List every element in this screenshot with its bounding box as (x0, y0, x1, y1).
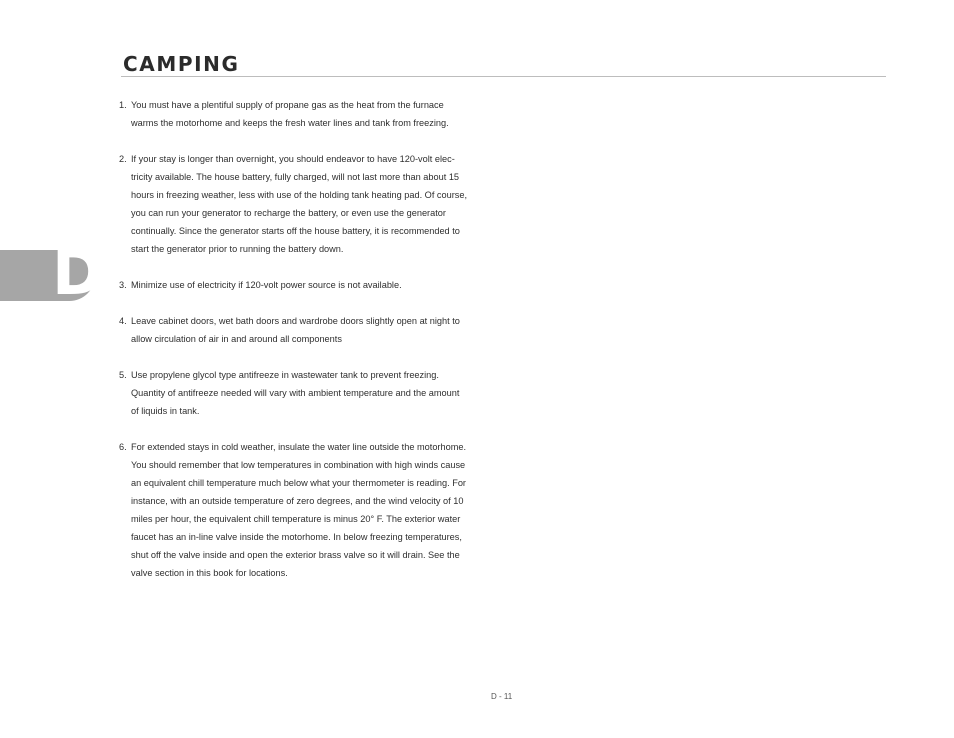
list-item-line: miles per hour, the equivalent chill temperature is minus 20° F. The exterior water (131, 514, 461, 524)
list-item-number: 5. (119, 370, 127, 380)
numbered-list (119, 96, 491, 600)
list-item-line: If your stay is longer than overnight, you should endeavor to have 120-volt elec- (131, 154, 455, 164)
list-item-line: You must have a plentiful supply of propane gas as the heat from the furnace (131, 100, 444, 110)
list-item-number: 3. (119, 280, 127, 290)
list-item-line: tricity available. The house battery, fully charged, will not last more than about 15 (131, 172, 460, 182)
list-item (119, 366, 491, 420)
list-item-line: You should remember that low temperatures in combination with high winds cause (131, 460, 466, 470)
list-item-line: warms the motorhome and keeps the fresh water lines and tank from freezing. (131, 118, 449, 128)
list-item-line: faucet has an in-line valve inside the motorhome. In below freezing temperatures, (131, 532, 462, 542)
section-tab (0, 236, 104, 309)
list-item-line: valve section in this book for locations. (131, 568, 288, 578)
list-item (119, 150, 491, 258)
list-item-number: 4. (119, 316, 127, 326)
list-item-line: start the generator prior to running the battery down. (131, 244, 344, 254)
list-item (119, 312, 491, 348)
list-item (119, 438, 491, 582)
list-item (119, 276, 491, 294)
page-title: CAMPING (123, 52, 240, 76)
list-item-number: 1. (119, 100, 127, 110)
list-item-line: continually. Since the generator starts off the house battery, it is recommended to (131, 226, 460, 236)
list-item-number: 2. (119, 154, 127, 164)
list-item-line: Leave cabinet doors, wet bath doors and wardrobe doors slightly open at night to (131, 316, 460, 326)
list-item-line: allow circulation of air in and around all components (131, 334, 342, 344)
list-item-line: Use propylene glycol type antifreeze in wastewater tank to prevent freezing. (131, 370, 439, 380)
list-item-line: you can run your generator to recharge the battery, or even use the generator (131, 208, 446, 218)
list-item-number: 6. (119, 442, 127, 452)
list-item (119, 96, 491, 132)
section-tab-letter: D (52, 236, 104, 309)
list-item-line: shut off the valve inside and open the exterior brass valve so it will drain. See the (131, 550, 460, 560)
list-item-line: Minimize use of electricity if 120-volt power source is not available. (131, 280, 402, 290)
list-item-line: For extended stays in cold weather, insulate the water line outside the motorhome. (131, 442, 467, 452)
list-item-line: instance, with an outside temperature of zero degrees, and the wind velocity of 10 (131, 496, 464, 506)
list-item-line: Quantity of antifreeze needed will vary with ambient temperature and the amount (131, 388, 460, 398)
list-item-line: of liquids in tank. (131, 406, 200, 416)
list-item-line: hours in freezing weather, less with use of the holding tank heating pad. Of course, (131, 190, 468, 200)
title-rule (121, 76, 886, 77)
list-item-line: an equivalent chill temperature much below what your thermometer is reading. For (131, 478, 466, 488)
page-number: D - 11 (491, 692, 513, 701)
